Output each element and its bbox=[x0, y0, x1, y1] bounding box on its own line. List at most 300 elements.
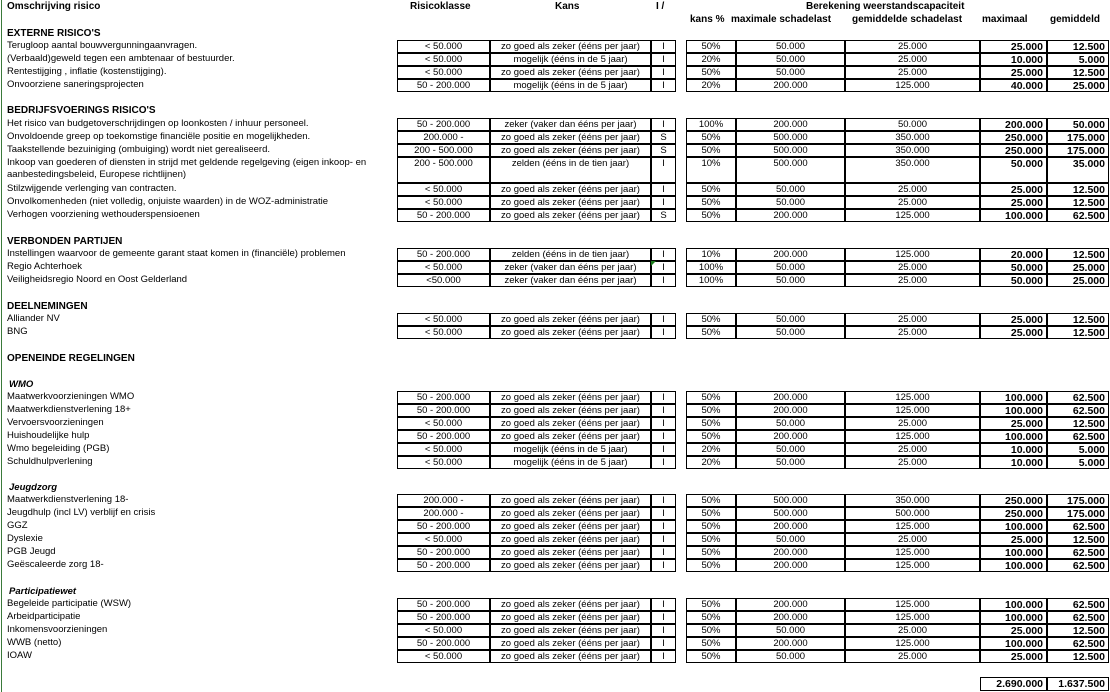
cell-gem-schadelast[interactable]: 25.000 bbox=[845, 456, 980, 469]
cell-kans-pct[interactable]: 10% bbox=[686, 248, 736, 261]
cell-risicoklasse[interactable]: < 50.000 bbox=[397, 533, 490, 546]
cell-i-s[interactable]: I bbox=[651, 624, 676, 637]
cell-gemiddeld[interactable]: 12.500 bbox=[1047, 624, 1109, 637]
cell-gem-schadelast[interactable]: 25.000 bbox=[845, 53, 980, 66]
cell-kans-pct[interactable]: 100% bbox=[686, 261, 736, 274]
cell-kans-pct[interactable]: 50% bbox=[686, 183, 736, 196]
cell-i-s[interactable]: I bbox=[651, 261, 676, 274]
cell-gemiddeld[interactable]: 12.500 bbox=[1047, 533, 1109, 546]
cell-kans-pct[interactable]: 50% bbox=[686, 209, 736, 222]
cell-max-schadelast[interactable]: 200.000 bbox=[736, 520, 845, 533]
cell-kans-pct[interactable]: 50% bbox=[686, 313, 736, 326]
cell-i-s[interactable]: I bbox=[651, 533, 676, 546]
cell-maximaal[interactable]: 25.000 bbox=[980, 40, 1047, 53]
cell-i-s[interactable]: I bbox=[651, 183, 676, 196]
cell-comment-marker-icon bbox=[651, 261, 656, 266]
cell-gem-schadelast[interactable]: 350.000 bbox=[845, 144, 980, 157]
cell-kans[interactable]: zo goed als zeker (ééns per jaar) bbox=[490, 533, 651, 546]
cell-risicoklasse[interactable]: 50 - 200.000 bbox=[397, 520, 490, 533]
cell-max-schadelast[interactable]: 200.000 bbox=[736, 598, 845, 611]
cell-risicoklasse[interactable]: < 50.000 bbox=[397, 40, 490, 53]
cell-kans-pct[interactable]: 20% bbox=[686, 456, 736, 469]
cell-risicoklasse[interactable]: 200 - 500.000 bbox=[397, 144, 490, 157]
cell-i-s[interactable]: S bbox=[651, 131, 676, 144]
cell-kans-pct[interactable]: 50% bbox=[686, 40, 736, 53]
cell-omschrijving[interactable]: WWB (netto) bbox=[7, 637, 62, 648]
cell-max-schadelast[interactable]: 50.000 bbox=[736, 183, 845, 196]
cell-kans-pct[interactable]: 10% bbox=[686, 157, 736, 183]
cell-gem-schadelast[interactable]: 25.000 bbox=[845, 650, 980, 663]
cell-kans[interactable]: zo goed als zeker (ééns per jaar) bbox=[490, 611, 651, 624]
cell-maximaal[interactable]: 100.000 bbox=[980, 209, 1047, 222]
cell-gem-schadelast[interactable]: 125.000 bbox=[845, 546, 980, 559]
cell-omschrijving[interactable]: IOAW bbox=[7, 650, 32, 661]
cell-kans[interactable]: zelden (ééns in de tien jaar) bbox=[490, 157, 651, 183]
cell-gem-schadelast[interactable]: 25.000 bbox=[845, 274, 980, 287]
cell-kans[interactable]: zo goed als zeker (ééns per jaar) bbox=[490, 66, 651, 79]
cell-omschrijving[interactable]: Regio Achterhoek bbox=[7, 261, 82, 272]
cell-kans[interactable]: zeker (vaker dan ééns per jaar) bbox=[490, 274, 651, 287]
cell-gemiddeld[interactable]: 62.500 bbox=[1047, 637, 1109, 650]
cell-omschrijving[interactable]: Huishoudelijke hulp bbox=[7, 430, 90, 441]
cell-risicoklasse[interactable]: 200.000 - bbox=[397, 507, 490, 520]
cell-risicoklasse[interactable]: < 50.000 bbox=[397, 443, 490, 456]
cell-omschrijving[interactable]: Vervoersvoorzieningen bbox=[7, 417, 104, 428]
cell-kans[interactable]: zeker (vaker dan ééns per jaar) bbox=[490, 118, 651, 131]
cell-omschrijving[interactable]: Alliander NV bbox=[7, 313, 60, 324]
cell-omschrijving[interactable]: Veiligheidsregio Noord en Oost Gelderland bbox=[7, 274, 188, 285]
cell-maximaal[interactable]: 25.000 bbox=[980, 196, 1047, 209]
cell-gem-schadelast[interactable]: 500.000 bbox=[845, 507, 980, 520]
cell-maximaal[interactable]: 10.000 bbox=[980, 53, 1047, 66]
cell-gem-schadelast[interactable]: 25.000 bbox=[845, 326, 980, 339]
cell-gemiddeld[interactable]: 50.000 bbox=[1047, 118, 1109, 131]
cell-gemiddeld[interactable]: 62.500 bbox=[1047, 520, 1109, 533]
cell-kans-pct[interactable]: 20% bbox=[686, 443, 736, 456]
cell-kans-pct[interactable]: 50% bbox=[686, 611, 736, 624]
cell-omschrijving[interactable]: Inkoop van goederen of diensten in strijd met geldende regelgeving (eigen inkoop- en aanbestedingsbeleid, Europese richtlijnen) bbox=[7, 157, 367, 180]
cell-maximaal[interactable]: 25.000 bbox=[980, 417, 1047, 430]
cell-maximaal[interactable]: 10.000 bbox=[980, 456, 1047, 469]
cell-risicoklasse[interactable]: 50 - 200.000 bbox=[397, 430, 490, 443]
cell-kans-pct[interactable]: 50% bbox=[686, 391, 736, 404]
cell-omschrijving[interactable]: GGZ bbox=[7, 520, 28, 531]
cell-omschrijving[interactable]: Maatwerkdienstverlening 18- bbox=[7, 494, 129, 505]
cell-gem-schadelast[interactable]: 125.000 bbox=[845, 391, 980, 404]
cell-kans-pct[interactable]: 50% bbox=[686, 196, 736, 209]
cell-maximaal[interactable]: 100.000 bbox=[980, 559, 1047, 572]
cell-i-s[interactable]: I bbox=[651, 326, 676, 339]
cell-gemiddeld[interactable]: 5.000 bbox=[1047, 443, 1109, 456]
cell-maximaal[interactable]: 50.000 bbox=[980, 261, 1047, 274]
cell-kans-pct[interactable]: 100% bbox=[686, 274, 736, 287]
cell-gem-schadelast[interactable]: 125.000 bbox=[845, 559, 980, 572]
cell-kans-pct[interactable]: 50% bbox=[686, 650, 736, 663]
cell-kans[interactable]: zo goed als zeker (ééns per jaar) bbox=[490, 507, 651, 520]
cell-i-s[interactable]: I bbox=[651, 79, 676, 92]
cell-max-schadelast[interactable]: 50.000 bbox=[736, 53, 845, 66]
cell-gemiddeld[interactable]: 5.000 bbox=[1047, 53, 1109, 66]
cell-risicoklasse[interactable]: < 50.000 bbox=[397, 196, 490, 209]
cell-kans[interactable]: zo goed als zeker (ééns per jaar) bbox=[490, 598, 651, 611]
cell-risicoklasse[interactable]: < 50.000 bbox=[397, 326, 490, 339]
cell-max-schadelast[interactable]: 500.000 bbox=[736, 157, 845, 183]
cell-omschrijving[interactable]: Geëscaleerde zorg 18- bbox=[7, 559, 104, 570]
cell-maximaal[interactable]: 10.000 bbox=[980, 443, 1047, 456]
cell-risicoklasse[interactable]: < 50.000 bbox=[397, 624, 490, 637]
cell-maximaal[interactable]: 100.000 bbox=[980, 637, 1047, 650]
cell-gemiddeld[interactable]: 12.500 bbox=[1047, 313, 1109, 326]
cell-kans[interactable]: zo goed als zeker (ééns per jaar) bbox=[490, 404, 651, 417]
cell-risicoklasse[interactable]: 50 - 200.000 bbox=[397, 391, 490, 404]
cell-maximaal[interactable]: 250.000 bbox=[980, 144, 1047, 157]
cell-gemiddeld[interactable]: 62.500 bbox=[1047, 546, 1109, 559]
cell-risicoklasse[interactable]: < 50.000 bbox=[397, 313, 490, 326]
cell-risicoklasse[interactable]: < 50.000 bbox=[397, 183, 490, 196]
cell-max-schadelast[interactable]: 200.000 bbox=[736, 118, 845, 131]
cell-gem-schadelast[interactable]: 350.000 bbox=[845, 131, 980, 144]
cell-i-s[interactable]: I bbox=[651, 611, 676, 624]
cell-kans-pct[interactable]: 20% bbox=[686, 79, 736, 92]
cell-omschrijving[interactable]: (Verbaald)geweld tegen een ambtenaar of bestuurder. bbox=[7, 53, 235, 64]
cell-gem-schadelast[interactable]: 25.000 bbox=[845, 417, 980, 430]
cell-kans-pct[interactable]: 50% bbox=[686, 326, 736, 339]
cell-gem-schadelast[interactable]: 25.000 bbox=[845, 183, 980, 196]
cell-max-schadelast[interactable]: 50.000 bbox=[736, 650, 845, 663]
cell-kans[interactable]: zo goed als zeker (ééns per jaar) bbox=[490, 624, 651, 637]
cell-kans[interactable]: zo goed als zeker (ééns per jaar) bbox=[490, 546, 651, 559]
cell-gemiddeld[interactable]: 12.500 bbox=[1047, 326, 1109, 339]
cell-i-s[interactable]: I bbox=[651, 637, 676, 650]
cell-i-s[interactable]: I bbox=[651, 494, 676, 507]
cell-omschrijving[interactable]: Dyslexie bbox=[7, 533, 43, 544]
cell-gem-schadelast[interactable]: 125.000 bbox=[845, 637, 980, 650]
cell-max-schadelast[interactable]: 50.000 bbox=[736, 274, 845, 287]
cell-gemiddeld[interactable]: 62.500 bbox=[1047, 391, 1109, 404]
cell-omschrijving[interactable]: Jeugdhulp (incl LV) verblijf en crisis bbox=[7, 507, 156, 518]
cell-maximaal[interactable]: 250.000 bbox=[980, 507, 1047, 520]
cell-risicoklasse[interactable]: 50 - 200.000 bbox=[397, 118, 490, 131]
cell-gem-schadelast[interactable]: 50.000 bbox=[845, 118, 980, 131]
cell-i-s[interactable]: I bbox=[651, 248, 676, 261]
cell-i-s[interactable]: I bbox=[651, 650, 676, 663]
cell-risicoklasse[interactable]: < 50.000 bbox=[397, 650, 490, 663]
cell-maximaal[interactable]: 25.000 bbox=[980, 313, 1047, 326]
cell-kans[interactable]: zeker (vaker dan ééns per jaar) bbox=[490, 261, 651, 274]
cell-kans[interactable]: zo goed als zeker (ééns per jaar) bbox=[490, 209, 651, 222]
cell-kans-pct[interactable]: 50% bbox=[686, 131, 736, 144]
cell-risicoklasse[interactable]: < 50.000 bbox=[397, 261, 490, 274]
cell-maximaal[interactable]: 100.000 bbox=[980, 546, 1047, 559]
cell-maximaal[interactable]: 100.000 bbox=[980, 598, 1047, 611]
cell-i-s[interactable]: I bbox=[651, 546, 676, 559]
cell-gemiddeld[interactable]: 175.000 bbox=[1047, 507, 1109, 520]
cell-kans-pct[interactable]: 50% bbox=[686, 624, 736, 637]
cell-risicoklasse[interactable]: 200.000 - bbox=[397, 131, 490, 144]
cell-gemiddeld[interactable]: 62.500 bbox=[1047, 559, 1109, 572]
cell-omschrijving[interactable]: Begeleide participatie (WSW) bbox=[7, 598, 132, 609]
cell-maximaal[interactable]: 40.000 bbox=[980, 79, 1047, 92]
cell-max-schadelast[interactable]: 200.000 bbox=[736, 611, 845, 624]
cell-max-schadelast[interactable]: 50.000 bbox=[736, 443, 845, 456]
cell-omschrijving[interactable]: Stilzwijgende verlenging van contracten. bbox=[7, 183, 177, 194]
cell-omschrijving[interactable]: Maatwerkdienstverlening 18+ bbox=[7, 404, 131, 415]
cell-gem-schadelast[interactable]: 125.000 bbox=[845, 79, 980, 92]
cell-omschrijving[interactable]: PGB Jeugd bbox=[7, 546, 56, 557]
cell-max-schadelast[interactable]: 50.000 bbox=[736, 261, 845, 274]
cell-omschrijving[interactable]: Wmo begeleiding (PGB) bbox=[7, 443, 110, 454]
cell-gemiddeld[interactable]: 12.500 bbox=[1047, 248, 1109, 261]
cell-gemiddeld[interactable]: 25.000 bbox=[1047, 261, 1109, 274]
cell-gem-schadelast[interactable]: 25.000 bbox=[845, 40, 980, 53]
cell-omschrijving[interactable]: Verhogen voorziening wethouderspensioenen bbox=[7, 209, 200, 220]
cell-i-s[interactable]: I bbox=[651, 456, 676, 469]
cell-omschrijving[interactable]: Het risico van budgetoverschrijdingen op loonkosten / inhuur personeel. bbox=[7, 118, 309, 129]
cell-maximaal[interactable]: 100.000 bbox=[980, 430, 1047, 443]
cell-kans[interactable]: mogelijk (ééns in de 5 jaar) bbox=[490, 79, 651, 92]
cell-omschrijving[interactable]: Onvolkomenheden (niet volledig, onjuiste waarden) in de WOZ-administratie bbox=[7, 196, 329, 207]
cell-kans-pct[interactable]: 50% bbox=[686, 430, 736, 443]
cell-kans-pct[interactable]: 50% bbox=[686, 417, 736, 430]
cell-kans[interactable]: zo goed als zeker (ééns per jaar) bbox=[490, 326, 651, 339]
cell-gemiddeld[interactable]: 62.500 bbox=[1047, 404, 1109, 417]
cell-risicoklasse[interactable]: 200 - 500.000 bbox=[397, 157, 490, 183]
cell-max-schadelast[interactable]: 50.000 bbox=[736, 326, 845, 339]
cell-risicoklasse[interactable]: 200.000 - bbox=[397, 494, 490, 507]
cell-max-schadelast[interactable]: 200.000 bbox=[736, 546, 845, 559]
cell-risicoklasse[interactable]: <50.000 bbox=[397, 274, 490, 287]
cell-maximaal[interactable]: 100.000 bbox=[980, 404, 1047, 417]
cell-risicoklasse[interactable]: 50 - 200.000 bbox=[397, 637, 490, 650]
cell-gemiddeld[interactable]: 175.000 bbox=[1047, 494, 1109, 507]
cell-gemiddeld[interactable]: 25.000 bbox=[1047, 274, 1109, 287]
cell-gemiddeld[interactable]: 175.000 bbox=[1047, 131, 1109, 144]
cell-max-schadelast[interactable]: 500.000 bbox=[736, 507, 845, 520]
cell-gemiddeld[interactable]: 5.000 bbox=[1047, 456, 1109, 469]
cell-risicoklasse[interactable]: < 50.000 bbox=[397, 456, 490, 469]
cell-kans[interactable]: zo goed als zeker (ééns per jaar) bbox=[490, 391, 651, 404]
cell-maximaal[interactable]: 50.000 bbox=[980, 157, 1047, 183]
cell-risicoklasse[interactable]: 50 - 200.000 bbox=[397, 611, 490, 624]
cell-risicoklasse[interactable]: 50 - 200.000 bbox=[397, 598, 490, 611]
cell-max-schadelast[interactable]: 200.000 bbox=[736, 404, 845, 417]
cell-risicoklasse[interactable]: < 50.000 bbox=[397, 53, 490, 66]
cell-i-s[interactable]: I bbox=[651, 313, 676, 326]
cell-i-s[interactable]: I bbox=[651, 507, 676, 520]
cell-kans-pct[interactable]: 20% bbox=[686, 53, 736, 66]
cell-gemiddeld[interactable]: 62.500 bbox=[1047, 209, 1109, 222]
cell-maximaal[interactable]: 25.000 bbox=[980, 183, 1047, 196]
cell-gem-schadelast[interactable]: 25.000 bbox=[845, 624, 980, 637]
cell-maximaal[interactable]: 25.000 bbox=[980, 650, 1047, 663]
cell-gem-schadelast[interactable]: 350.000 bbox=[845, 494, 980, 507]
cell-gem-schadelast[interactable]: 25.000 bbox=[845, 533, 980, 546]
cell-max-schadelast[interactable]: 200.000 bbox=[736, 79, 845, 92]
cell-omschrijving[interactable]: Taakstellende bezuiniging (ombuiging) wordt niet gerealiseerd. bbox=[7, 144, 270, 155]
cell-gem-schadelast[interactable]: 25.000 bbox=[845, 66, 980, 79]
cell-gemiddeld[interactable]: 12.500 bbox=[1047, 196, 1109, 209]
cell-i-s[interactable]: I bbox=[651, 404, 676, 417]
cell-i-s[interactable]: I bbox=[651, 274, 676, 287]
cell-gem-schadelast[interactable]: 125.000 bbox=[845, 430, 980, 443]
cell-kans[interactable]: mogelijk (ééns in de 5 jaar) bbox=[490, 443, 651, 456]
cell-kans[interactable]: zelden (ééns in de tien jaar) bbox=[490, 248, 651, 261]
cell-maximaal[interactable]: 25.000 bbox=[980, 326, 1047, 339]
cell-maximaal[interactable]: 250.000 bbox=[980, 131, 1047, 144]
cell-gemiddeld[interactable]: 62.500 bbox=[1047, 611, 1109, 624]
cell-max-schadelast[interactable]: 50.000 bbox=[736, 456, 845, 469]
cell-gem-schadelast[interactable]: 25.000 bbox=[845, 261, 980, 274]
cell-maximaal[interactable]: 200.000 bbox=[980, 118, 1047, 131]
cell-omschrijving[interactable]: Inkomensvoorzieningen bbox=[7, 624, 108, 635]
cell-i-s[interactable]: I bbox=[651, 417, 676, 430]
cell-i-s[interactable]: I bbox=[651, 157, 676, 183]
cell-gem-schadelast[interactable]: 125.000 bbox=[845, 611, 980, 624]
cell-i-s[interactable]: I bbox=[651, 40, 676, 53]
cell-risicoklasse[interactable]: < 50.000 bbox=[397, 66, 490, 79]
cell-kans-pct[interactable]: 50% bbox=[686, 66, 736, 79]
cell-omschrijving[interactable]: Rentestijging , inflatie (kostenstijging). bbox=[7, 66, 167, 77]
cell-omschrijving[interactable]: Onvoldoende greep op toekomstige financiële positie en mogelijkheden. bbox=[7, 131, 311, 142]
cell-maximaal[interactable]: 20.000 bbox=[980, 248, 1047, 261]
cell-omschrijving[interactable]: Onvoorziene saneringsprojecten bbox=[7, 79, 144, 90]
cell-gem-schadelast[interactable]: 25.000 bbox=[845, 196, 980, 209]
cell-gem-schadelast[interactable]: 125.000 bbox=[845, 598, 980, 611]
cell-maximaal[interactable]: 100.000 bbox=[980, 520, 1047, 533]
cell-kans-pct[interactable]: 50% bbox=[686, 144, 736, 157]
total-maximaal[interactable]: 2.690.000 bbox=[980, 677, 1047, 691]
cell-gemiddeld[interactable]: 12.500 bbox=[1047, 66, 1109, 79]
cell-i-s[interactable]: I bbox=[651, 520, 676, 533]
cell-kans-pct[interactable]: 50% bbox=[686, 520, 736, 533]
cell-i-s[interactable]: I bbox=[651, 559, 676, 572]
cell-kans[interactable]: zo goed als zeker (ééns per jaar) bbox=[490, 520, 651, 533]
cell-gem-schadelast[interactable]: 25.000 bbox=[845, 313, 980, 326]
cell-i-s[interactable]: S bbox=[651, 209, 676, 222]
cell-omschrijving[interactable]: Maatwerkvoorzieningen WMO bbox=[7, 391, 135, 402]
cell-risicoklasse[interactable]: 50 - 200.000 bbox=[397, 404, 490, 417]
cell-omschrijving[interactable]: Terugloop aantal bouwvergunningaanvragen. bbox=[7, 40, 198, 51]
cell-max-schadelast[interactable]: 500.000 bbox=[736, 144, 845, 157]
cell-risicoklasse[interactable]: 50 - 200.000 bbox=[397, 209, 490, 222]
cell-i-s[interactable]: I bbox=[651, 430, 676, 443]
cell-kans-pct[interactable]: 50% bbox=[686, 404, 736, 417]
cell-max-schadelast[interactable]: 50.000 bbox=[736, 196, 845, 209]
cell-gemiddeld[interactable]: 12.500 bbox=[1047, 417, 1109, 430]
cell-risicoklasse[interactable]: < 50.000 bbox=[397, 417, 490, 430]
cell-kans[interactable]: zo goed als zeker (ééns per jaar) bbox=[490, 637, 651, 650]
cell-gem-schadelast[interactable]: 125.000 bbox=[845, 404, 980, 417]
cell-i-s[interactable]: I bbox=[651, 66, 676, 79]
cell-omschrijving[interactable]: Instellingen waarvoor de gemeente garant staat komen in (financiële) problemen bbox=[7, 248, 346, 259]
cell-kans-pct[interactable]: 50% bbox=[686, 637, 736, 650]
cell-i-s[interactable]: I bbox=[651, 196, 676, 209]
cell-max-schadelast[interactable]: 50.000 bbox=[736, 40, 845, 53]
cell-kans[interactable]: zo goed als zeker (ééns per jaar) bbox=[490, 183, 651, 196]
cell-max-schadelast[interactable]: 50.000 bbox=[736, 533, 845, 546]
cell-max-schadelast[interactable]: 50.000 bbox=[736, 624, 845, 637]
cell-gem-schadelast[interactable]: 125.000 bbox=[845, 209, 980, 222]
cell-kans-pct[interactable]: 100% bbox=[686, 118, 736, 131]
cell-kans[interactable]: zo goed als zeker (ééns per jaar) bbox=[490, 559, 651, 572]
cell-gem-schadelast[interactable]: 350.000 bbox=[845, 157, 980, 183]
cell-maximaal[interactable]: 25.000 bbox=[980, 533, 1047, 546]
cell-kans[interactable]: zo goed als zeker (ééns per jaar) bbox=[490, 313, 651, 326]
cell-kans[interactable]: zo goed als zeker (ééns per jaar) bbox=[490, 417, 651, 430]
cell-gemiddeld[interactable]: 35.000 bbox=[1047, 157, 1109, 183]
cell-kans[interactable]: zo goed als zeker (ééns per jaar) bbox=[490, 494, 651, 507]
cell-max-schadelast[interactable]: 200.000 bbox=[736, 209, 845, 222]
cell-kans[interactable]: zo goed als zeker (ééns per jaar) bbox=[490, 40, 651, 53]
cell-max-schadelast[interactable]: 50.000 bbox=[736, 313, 845, 326]
cell-i-s[interactable]: I bbox=[651, 118, 676, 131]
cell-kans[interactable]: mogelijk (ééns in de 5 jaar) bbox=[490, 53, 651, 66]
cell-kans[interactable]: mogelijk (ééns in de 5 jaar) bbox=[490, 456, 651, 469]
cell-omschrijving[interactable]: Schuldhulpverlening bbox=[7, 456, 93, 467]
cell-gemiddeld[interactable]: 62.500 bbox=[1047, 598, 1109, 611]
cell-kans-pct[interactable]: 50% bbox=[686, 507, 736, 520]
cell-gemiddeld[interactable]: 25.000 bbox=[1047, 79, 1109, 92]
cell-max-schadelast[interactable]: 500.000 bbox=[736, 494, 845, 507]
cell-risicoklasse[interactable]: 50 - 200.000 bbox=[397, 79, 490, 92]
cell-maximaal[interactable]: 50.000 bbox=[980, 274, 1047, 287]
total-gemiddeld[interactable]: 1.637.500 bbox=[1047, 677, 1109, 691]
cell-gemiddeld[interactable]: 12.500 bbox=[1047, 650, 1109, 663]
cell-i-s[interactable]: I bbox=[651, 598, 676, 611]
cell-max-schadelast[interactable]: 200.000 bbox=[736, 559, 845, 572]
cell-gem-schadelast[interactable]: 125.000 bbox=[845, 248, 980, 261]
cell-kans[interactable]: zo goed als zeker (ééns per jaar) bbox=[490, 196, 651, 209]
cell-i-s[interactable]: I bbox=[651, 391, 676, 404]
cell-omschrijving[interactable]: BNG bbox=[7, 326, 28, 337]
cell-kans[interactable]: zo goed als zeker (ééns per jaar) bbox=[490, 430, 651, 443]
cell-max-schadelast[interactable]: 500.000 bbox=[736, 131, 845, 144]
cell-gem-schadelast[interactable]: 25.000 bbox=[845, 443, 980, 456]
cell-i-s[interactable]: S bbox=[651, 144, 676, 157]
cell-max-schadelast[interactable]: 50.000 bbox=[736, 66, 845, 79]
cell-maximaal[interactable]: 250.000 bbox=[980, 494, 1047, 507]
cell-kans[interactable]: zo goed als zeker (ééns per jaar) bbox=[490, 650, 651, 663]
cell-kans-pct[interactable]: 50% bbox=[686, 533, 736, 546]
cell-gem-schadelast[interactable]: 125.000 bbox=[845, 520, 980, 533]
cell-maximaal[interactable]: 25.000 bbox=[980, 624, 1047, 637]
cell-omschrijving[interactable]: Arbeidparticipatie bbox=[7, 611, 81, 622]
cell-max-schadelast[interactable]: 200.000 bbox=[736, 248, 845, 261]
cell-kans-pct[interactable]: 50% bbox=[686, 546, 736, 559]
cell-max-schadelast[interactable]: 200.000 bbox=[736, 637, 845, 650]
cell-risicoklasse[interactable]: 50 - 200.000 bbox=[397, 559, 490, 572]
cell-maximaal[interactable]: 25.000 bbox=[980, 66, 1047, 79]
cell-kans[interactable]: zo goed als zeker (ééns per jaar) bbox=[490, 131, 651, 144]
cell-kans-pct[interactable]: 50% bbox=[686, 559, 736, 572]
cell-kans[interactable]: zo goed als zeker (ééns per jaar) bbox=[490, 144, 651, 157]
cell-i-s[interactable]: I bbox=[651, 443, 676, 456]
cell-kans-pct[interactable]: 50% bbox=[686, 598, 736, 611]
cell-max-schadelast[interactable]: 50.000 bbox=[736, 417, 845, 430]
cell-risicoklasse[interactable]: 50 - 200.000 bbox=[397, 248, 490, 261]
cell-i-s[interactable]: I bbox=[651, 53, 676, 66]
cell-max-schadelast[interactable]: 200.000 bbox=[736, 430, 845, 443]
cell-kans-pct[interactable]: 50% bbox=[686, 494, 736, 507]
cell-risicoklasse[interactable]: 50 - 200.000 bbox=[397, 546, 490, 559]
cell-gemiddeld[interactable]: 12.500 bbox=[1047, 183, 1109, 196]
cell-gemiddeld[interactable]: 175.000 bbox=[1047, 144, 1109, 157]
cell-max-schadelast[interactable]: 200.000 bbox=[736, 391, 845, 404]
cell-maximaal[interactable]: 100.000 bbox=[980, 611, 1047, 624]
cell-gemiddeld[interactable]: 62.500 bbox=[1047, 430, 1109, 443]
cell-gemiddeld[interactable]: 12.500 bbox=[1047, 40, 1109, 53]
cell-maximaal[interactable]: 100.000 bbox=[980, 391, 1047, 404]
